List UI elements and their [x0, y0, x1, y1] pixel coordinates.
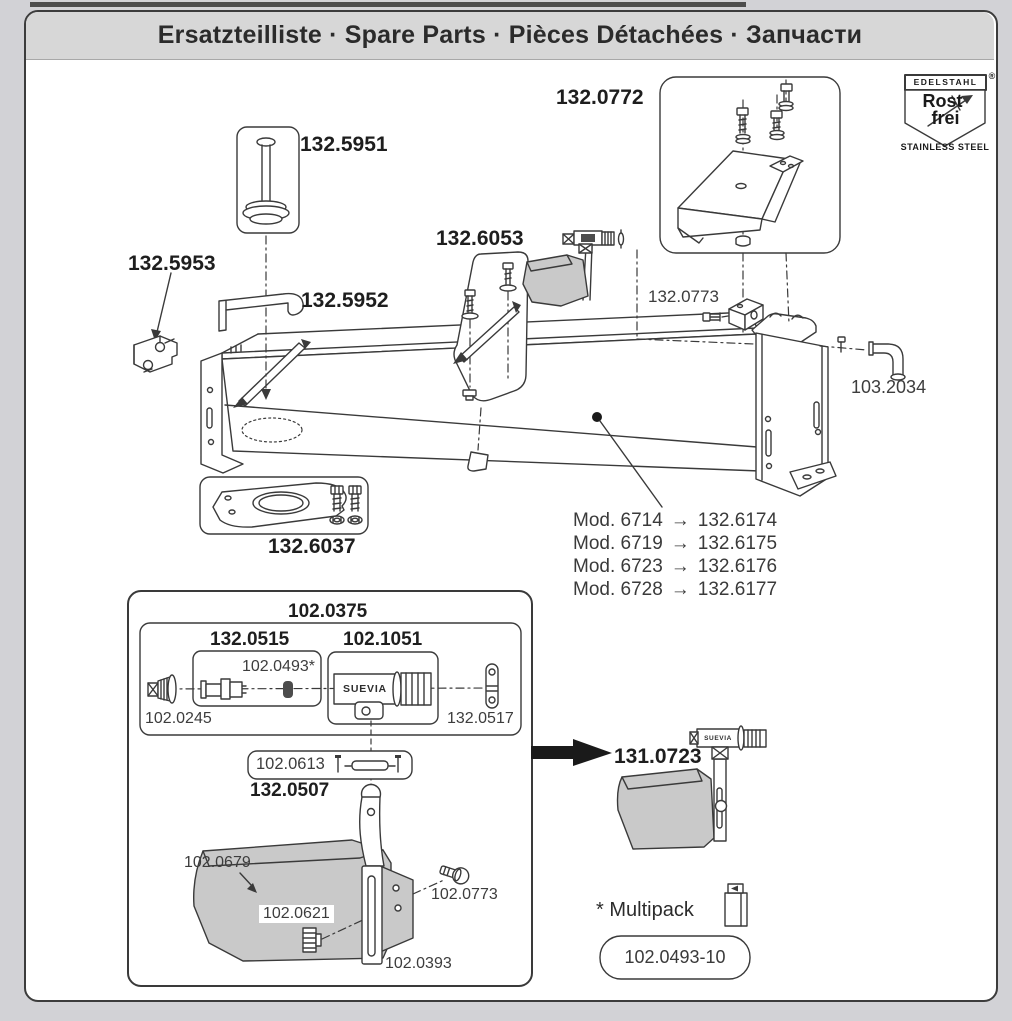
valve-brand-text-small: SUEVIA — [704, 734, 732, 742]
arrow-to-assembly — [531, 739, 612, 766]
part-label-piston-set: 132.0515 — [210, 629, 290, 650]
logo-rost-text: Rost — [922, 91, 963, 111]
model-part-row — [573, 532, 777, 555]
model-part-row — [573, 509, 777, 532]
part-label-pin-set: 102.0613 — [256, 755, 325, 773]
page-title: Ersatzteilliste · Spare Parts · Pièces Détachées · Запчасти — [157, 21, 863, 49]
part-label-angle-bracket: 132.0773 — [648, 287, 719, 306]
bracket-arm-132-5952-drawing — [219, 294, 303, 331]
multipack-icon — [725, 884, 747, 926]
maps-to-arrow: → — [670, 533, 690, 554]
part-label-knurled-screw: 102.0621 — [259, 905, 334, 923]
model-name: Mod. 6719 — [573, 533, 663, 554]
part-label-mount-panel: 132.6053 — [436, 227, 524, 250]
mount-plate-132-6037-drawing — [200, 477, 368, 534]
model-part-row — [573, 578, 777, 601]
part-label-float-lever: 132.0507 — [250, 780, 330, 801]
top-edge-artifact — [30, 2, 746, 7]
part-label-inlet-fitting: 102.0245 — [145, 710, 212, 727]
part-label-screw: 102.0773 — [431, 886, 498, 903]
part-label-seal: 102.0493* — [242, 658, 315, 675]
part-label-valve-set: 102.0375 — [288, 601, 368, 622]
model-part-number: 132.6174 — [697, 510, 778, 531]
model-part-number: 132.6175 — [697, 533, 778, 554]
part-label-clamp: 132.5953 — [128, 252, 216, 275]
part-label-bracket-arm: 132.5952 — [301, 289, 389, 312]
model-part-table — [573, 509, 777, 601]
part-label-float: 102.0679 — [184, 854, 251, 871]
valve-brand-text: SUEVIA — [343, 683, 387, 695]
multipack-part-number: 102.0493-10 — [624, 947, 726, 967]
valve-group-box-drawing — [128, 591, 532, 986]
model-part-row — [573, 555, 777, 578]
clamp-132-5953-drawing — [134, 273, 177, 372]
maps-to-arrow: → — [670, 579, 690, 600]
part-label-lever-guide: 102.0393 — [385, 955, 452, 972]
part-label-float-valve-assembly: 131.0723 — [614, 745, 702, 768]
logo-stainless-text: STAINLESS STEEL — [900, 142, 990, 152]
multipack-note: * Multipack — [596, 899, 694, 921]
logo-registered-mark: ® — [988, 71, 996, 81]
model-name: Mod. 6728 — [573, 579, 663, 600]
part-label-elbow: 103.2034 — [851, 377, 927, 397]
part-label-valve-body: 102.1051 — [343, 629, 423, 650]
part-label-link: 132.0517 — [447, 710, 514, 727]
maps-to-arrow: → — [670, 556, 690, 577]
model-part-number: 132.6177 — [697, 579, 778, 600]
logo-edelstahl-text: EDELSTAHL — [913, 77, 978, 87]
part-label-cover: 132.0772 — [556, 86, 644, 109]
logo-frei-text: frei — [931, 108, 960, 128]
part-label-mount-plate: 132.6037 — [268, 535, 356, 558]
elbow-103-2034-drawing — [820, 337, 905, 380]
part-label-drain-plug: 132.5951 — [300, 133, 388, 156]
maps-to-arrow: → — [670, 510, 690, 531]
model-name: Mod. 6714 — [573, 510, 663, 531]
model-name: Mod. 6723 — [573, 556, 663, 577]
model-part-number: 132.6176 — [697, 556, 778, 577]
